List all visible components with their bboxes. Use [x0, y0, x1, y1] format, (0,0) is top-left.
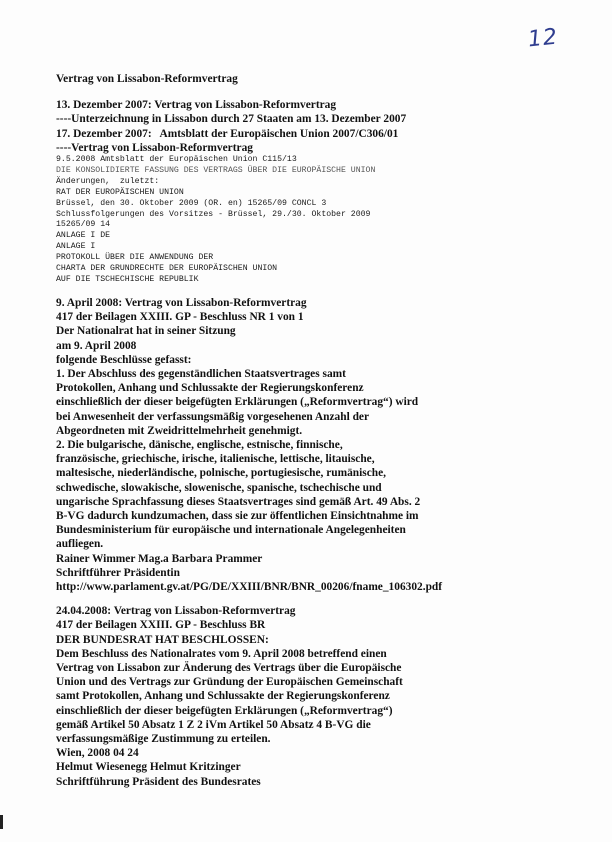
- text-line: Abgeordneten mit Zweidrittelmehrheit genehmigt.: [56, 424, 303, 437]
- text-line: DER BUNDESRAT HAT BESCHLOSSEN:: [56, 633, 269, 646]
- text-line: 17. Dezember 2007: Amtsblatt der Europäischen Union 2007/C306/01: [56, 127, 399, 140]
- mono-line: Brüssel, den 30. Oktober 2009 (OR. en) 15265/09 CONCL 3: [56, 198, 327, 208]
- section-dezember-2007: [56, 98, 596, 286]
- text-line: 13. Dezember 2007: Vertrag von Lissabon-Reformvertrag: [56, 99, 337, 112]
- text-line: gemäß Artikel 50 Absatz 1 Z 2 iVm Artikel 50 Absatz 4 B-VG die: [56, 718, 371, 731]
- text-line: verfassungsmäßige Zustimmung zu erteilen.: [56, 732, 271, 745]
- mono-line: 9.5.2008 Amtsblatt der Europäischen Union C115/13: [56, 155, 297, 165]
- source-url: http://www.parlament.gv.at/PG/DE/XXIII/BNR/BNR_00206/fname_106302.pdf: [56, 580, 443, 593]
- text-line: maltesische, niederländische, polnische, portugiesische, rumänische,: [56, 467, 387, 480]
- text-line: Union und des Vertrags zur Gründung der Europäischen Gemeinschaft: [56, 676, 403, 689]
- text-line: einschließlich der dieser beigefügten Erklärungen („Reformvertrag“) wird: [56, 396, 419, 409]
- mono-line: CHARTA DER GRUNDRECHTE DER EUROPÄISCHEN UNION: [56, 264, 278, 274]
- mono-line: 15265/09 14: [56, 220, 111, 230]
- text-line: 9. April 2008: Vertrag von Lissabon-Reformvertrag: [56, 296, 307, 309]
- text-line: französische, griechische, irische, italienische, lettische, litauische,: [56, 453, 375, 466]
- mono-line: Schlussfolgerungen des Vorsitzes - Brüssel, 29./30. Oktober 2009: [56, 209, 371, 219]
- text-line: 2. Die bulgarische, dänische, englische, estnische, finnische,: [56, 438, 343, 451]
- mono-line: AUF DIE TSCHECHISCHE REPUBLIK: [56, 274, 199, 284]
- section-bundesrat-2008: [56, 604, 596, 789]
- mono-line: Änderungen, zuletzt:: [56, 176, 160, 186]
- mono-line: ANLAGE I DE: [56, 231, 111, 241]
- text-line: Schriftführung Präsident des Bundesrates: [56, 775, 261, 788]
- text-line: Schriftführer Präsidentin: [56, 566, 180, 579]
- text-line: Vertrag von Lissabon zur Änderung des Vertrags über die Europäische: [56, 661, 402, 674]
- text-line: Der Nationalrat hat in seiner Sitzung: [56, 325, 236, 338]
- text-line: Protokollen, Anhang und Schlussakte der Regierungskonferenz: [56, 382, 364, 395]
- text-line: ----Unterzeichnung in Lissabon durch 27 Staaten am 13. Dezember 2007: [56, 113, 407, 126]
- text-line: Rainer Wimmer Mag.a Barbara Prammer: [56, 552, 263, 565]
- spacer: [56, 594, 596, 604]
- text-line: 1. Der Abschluss des gegenständlichen Staatsvertrages samt: [56, 367, 346, 380]
- mono-line: RAT DER EUROPÄISCHEN UNION: [56, 187, 184, 197]
- text-line: folgende Beschlüsse gefasst:: [56, 353, 192, 366]
- section-april-2008: [56, 296, 596, 594]
- text-line: Helmut Wiesenegg Helmut Kritzinger: [56, 761, 241, 774]
- document-title: Vertrag von Lissabon-Reformvertrag: [56, 73, 238, 85]
- text-line: ungarische Sprachfassung dieses Staatsvertrages sind gemäß Art. 49 Abs. 2: [56, 495, 421, 508]
- text-line: bei Anwesenheit der verfassungsmäßig vorgesehenen Anzahl der: [56, 410, 370, 423]
- text-line: ----Vertrag von Lissabon-Reformvertrag: [56, 141, 253, 154]
- text-line: aufliegen.: [56, 538, 104, 551]
- text-line: Bundesministerium für europäische und internationale Angelegenheiten: [56, 524, 406, 537]
- text-line: Dem Beschluss des Nationalrates vom 9. April 2008 betreffend einen: [56, 647, 387, 660]
- text-line: 417 der Beilagen XXIII. GP - Beschluss BR: [56, 619, 266, 632]
- text-line: am 9. April 2008: [56, 339, 137, 352]
- spacer: [56, 286, 596, 296]
- text-line: einschließlich der dieser beigefügten Erklärungen („Reformvertrag“): [56, 704, 393, 717]
- text-line: B-VG dadurch kundzumachen, dass sie zur öffentlichen Einsichtnahme im: [56, 509, 419, 522]
- text-line: Wien, 2008 04 24: [56, 747, 139, 760]
- mono-line: ANLAGE I: [56, 242, 96, 252]
- mono-line: DIE KONSOLIDIERTE FASSUNG DES VERTRAGS ÜBER DIE EUROPÄISCHE UNION: [56, 165, 376, 175]
- scan-edge-mark: [0, 815, 3, 829]
- text-line: 24.04.2008: Vertrag von Lissabon-Reformvertrag: [56, 605, 296, 618]
- text-line: 417 der Beilagen XXIII. GP - Beschluss NR 1 von 1: [56, 311, 304, 324]
- handwritten-page-number: 12: [526, 24, 560, 53]
- text-line: schwedische, slowakische, slowenische, spanische, tschechische und: [56, 481, 382, 494]
- text-line: samt Protokollen, Anhang und Schlussakte der Regierungskonferenz: [56, 690, 390, 703]
- mono-line: PROTOKOLL ÜBER DIE ANWENDUNG DER: [56, 253, 214, 263]
- document-body: [56, 72, 596, 789]
- spacer: [56, 86, 596, 98]
